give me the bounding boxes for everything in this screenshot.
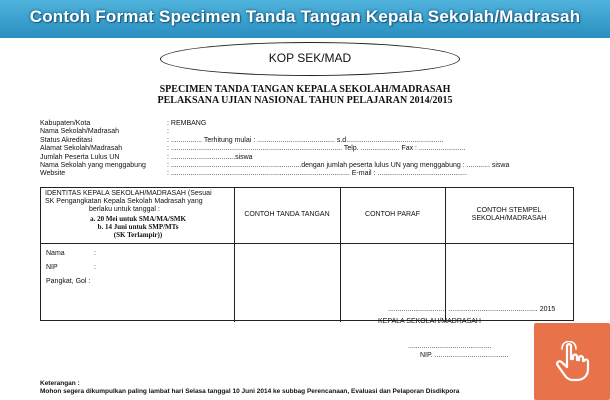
field-row: [40, 162, 600, 170]
person-label: NIP: [46, 264, 58, 271]
field-label: Nama Sekolah yang menggabung: [40, 161, 146, 169]
table-divider: [340, 188, 341, 322]
signature-date: ............................., .............................................. 2015: [388, 306, 556, 313]
identity-header-cell: [45, 190, 231, 239]
field-value: : ...................................................................dengan jumlah peserta lulus UN yang menggabung : ............ siswa: [167, 161, 510, 169]
field-value: : ................ Terhitung mulai : ........................................ s.d..................................................: [167, 136, 444, 144]
col-stamp-sample: [445, 207, 573, 223]
kop-ellipse: KOP SEK/MAD: [160, 42, 460, 76]
col-initial-sample: CONTOH PARAF: [365, 211, 420, 218]
field-value: : ............................................................................................ E-mail : ..............................................: [167, 170, 467, 178]
signature-nip: NIP. ......................................: [420, 352, 509, 359]
field-label: Jumlah Peserta Lulus UN: [40, 153, 120, 161]
ident-line-1: IDENTITAS KEPALA SEKOLAH/MADRASAH (Sesuai: [45, 190, 212, 197]
signature-line: ...........................................: [408, 343, 492, 350]
field-value: : ........................................................................................ Telp. .................... Fax : ........................: [167, 145, 466, 153]
col-stamp-line-2: SEKOLAH/MADRASAH: [471, 215, 547, 222]
heading-line-1: SPECIMEN TANDA TANGAN KEPALA SEKOLAH/MADRASAH: [159, 84, 451, 95]
ident-option-b: b. 14 Juni untuk SMP/MTs: [97, 222, 179, 231]
field-label: Website: [40, 170, 66, 178]
field-label: Nama Sekolah/Madrasah: [40, 128, 119, 136]
person-label: Nama: [46, 250, 65, 257]
ident-attachment: (SK Terlampir)): [113, 231, 163, 240]
field-value: : .................................siswa: [167, 153, 253, 161]
ident-line-2: SK Pengangkatan Kepala Sekolah Madrasah yang: [45, 198, 203, 206]
col-stamp-line-1: CONTOH STEMPEL: [476, 207, 542, 214]
field-label: Kabupaten/Kota: [40, 120, 91, 127]
person-colon: :: [94, 264, 96, 271]
table-divider: [234, 188, 235, 322]
table-row-divider: [41, 243, 573, 244]
footnote: [40, 380, 459, 395]
person-label: Pangkat, Gol :: [46, 278, 91, 285]
hand-pointer-icon: [552, 341, 592, 383]
field-row: [40, 145, 600, 153]
ident-line-3: berlaku untuk tanggal :: [89, 206, 160, 214]
field-value: :: [167, 128, 169, 136]
banner-title: Contoh Format Specimen Tanda Tangan Kepala Sekolah/Madrasah: [29, 7, 581, 26]
col-signature-sample: CONTOH TANDA TANGAN: [244, 211, 330, 218]
field-row: [40, 128, 600, 136]
heading-line-2: PELAKSANA UJIAN NASIONAL TAHUN PELAJARAN 2014/2015: [157, 95, 453, 106]
field-row: [40, 154, 600, 162]
field-value: : REMBANG: [167, 120, 207, 127]
header-banner: [0, 0, 610, 38]
floating-action-button[interactable]: [534, 323, 610, 400]
person-colon: :: [94, 250, 96, 257]
identity-fields: [40, 120, 600, 179]
field-row: [40, 170, 600, 178]
field-row: [40, 120, 600, 128]
signature-role: KEPALA SEKOLAH/MADRASAH: [378, 318, 481, 325]
field-label: Alamat Sekolah/Madrasah: [40, 145, 123, 153]
specimen-table: [40, 187, 574, 321]
note-text: Mohon segera dikumpulkan paling lambat hari Selasa tanggal 10 Juni 2014 ke subbag Perencanaan, Evaluasi dan Pelaporan Disdikpora: [40, 387, 460, 395]
field-row: [40, 137, 600, 145]
ident-option-a: a. 20 Mei untuk SMA/MA/SMK: [90, 214, 186, 223]
document-heading: [0, 84, 610, 106]
note-heading: Keterangan :: [40, 380, 80, 387]
field-label: Status Akreditasi: [40, 136, 93, 144]
